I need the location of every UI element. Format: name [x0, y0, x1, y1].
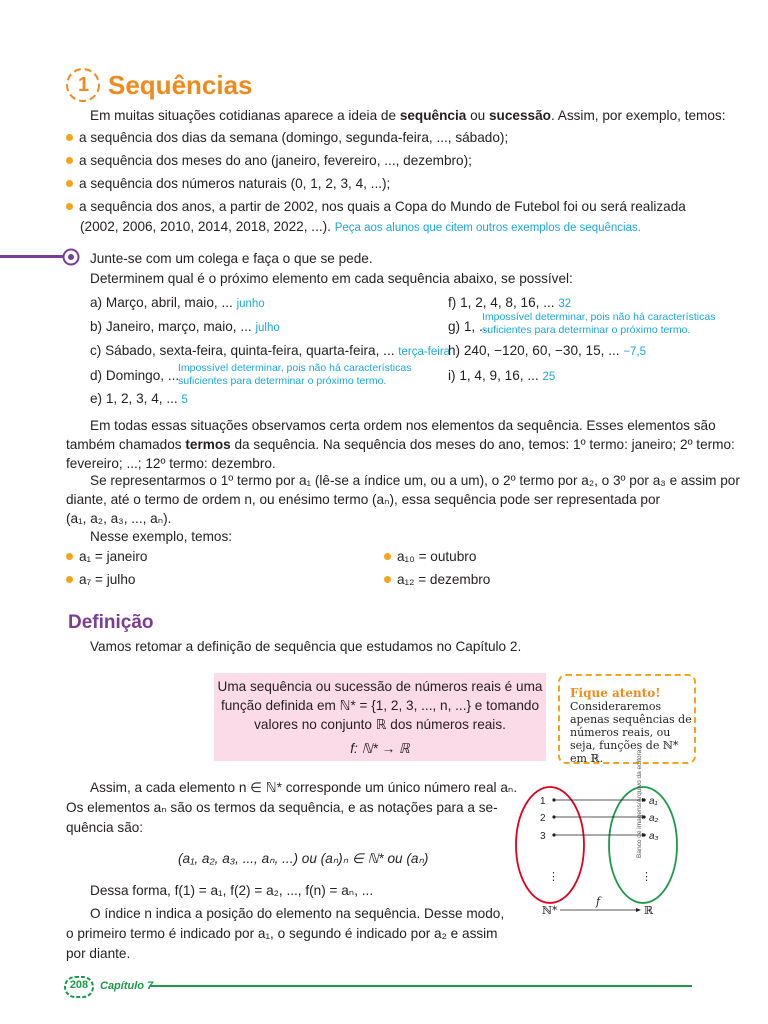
- attention-title: Fique atento!: [570, 686, 661, 700]
- example-item: a sequência dos números naturais (0, 1, 2, 3, 4, ...);: [66, 175, 390, 193]
- activity-item: f) 1, 2, 4, 8, 16, ... 32: [448, 295, 572, 310]
- activity-answer: Impossível determinar, pois não há características: [178, 362, 412, 374]
- paragraph: Dessa forma, f(1) = a₁, f(2) = a₂, ..., f(n) = aₙ, ...: [90, 883, 374, 898]
- definition-text: Uma sequência ou sucessão de números reais é uma: [217, 679, 543, 694]
- activity-answer: suficientes para determinar o próximo termo.: [482, 324, 691, 336]
- codomain-ellipse: [609, 787, 677, 903]
- paragraph: Vamos retomar a definição de sequência que estudamos no Capítulo 2.: [90, 639, 522, 654]
- domain-element: 3: [540, 831, 546, 842]
- codomain-element: a₁: [649, 796, 658, 807]
- paragraph: Nesse exemplo, temos:: [90, 529, 233, 544]
- function-label: f: [596, 895, 601, 908]
- definition-formula: f: ℕ* → ℝ: [350, 741, 410, 756]
- example-item: a sequência dos anos, a partir de 2002, nos quais a Copa do Mundo de Futebol foi ou será realizada: [66, 198, 686, 216]
- function-diagram: [508, 780, 688, 922]
- activity-instruction: Determinem qual é o próximo elemento em cada sequência abaixo, se possível:: [90, 271, 573, 286]
- paragraph: Assim, a cada elemento n ∈ ℕ* corresponde um único número real aₙ.: [90, 780, 518, 795]
- definition-box: [214, 673, 546, 761]
- image-credit: Banco de imagens/Arquivo da editora: [636, 749, 643, 858]
- definition-text: função definida em ℕ* = {1, 2, 3, ..., n, ...} e tomando: [220, 698, 540, 713]
- activity-item: e) 1, 2, 3, 4, ... 5: [90, 391, 188, 406]
- activity-item: d) Domingo, ...: [90, 368, 180, 383]
- paragraph: O índice n indica a posição do elemento na sequência. Desse modo,: [90, 906, 505, 921]
- paragraph: fevereiro; ...; 12º termo: dezembro.: [66, 456, 276, 471]
- example-item: a sequência dos meses do ano (janeiro, fevereiro, ..., dezembro);: [66, 152, 472, 170]
- activity-item: b) Janeiro, março, maio, ... julho: [90, 319, 280, 334]
- example-term: a₇ = julho: [66, 571, 135, 589]
- activity-item: a) Março, abril, maio, ... junho: [90, 295, 265, 310]
- example-term: a₁ = janeiro: [66, 548, 147, 566]
- domain-element: 2: [540, 813, 546, 824]
- domain-label: ℕ*: [542, 904, 558, 917]
- definition-heading: Definição: [68, 612, 154, 633]
- footer-line: [150, 985, 692, 987]
- activity-item: c) Sábado, sexta-feira, quinta-feira, quarta-feira, ... terça-feira: [90, 343, 451, 358]
- example-item-continuation: (2002, 2006, 2010, 2014, 2018, 2022, ...). Peça aos alunos que citem outros exemplos de sequências.: [80, 219, 641, 234]
- paragraph: Em todas essas situações observamos certa ordem nos elementos da sequência. Esses elementos são: [90, 418, 716, 433]
- paragraph: quência são:: [66, 820, 144, 835]
- paragraph: (a₁, a₂, a₃, ..., aₙ).: [66, 511, 172, 526]
- activity-answer: suficientes para determinar o próximo termo.: [178, 375, 387, 387]
- codomain-dots: ⋮: [641, 870, 652, 883]
- activity-instruction: Junte-se com um colega e faça o que se pede.: [90, 251, 373, 266]
- paragraph: também chamados termos da sequência. Na sequência dos meses do ano, temos: 1º termo: janeiro; 2º termo:: [66, 437, 735, 452]
- teacher-note: Peça aos alunos que citem outros exemplos de sequências.: [334, 222, 641, 234]
- section-title: Sequências: [108, 70, 253, 100]
- chapter-label: Capítulo 7: [100, 980, 154, 992]
- paragraph: Se representarmos o 1º termo por a₁ (lê-se a índice um, ou a um), o 2º termo por a₂, o 3º por a₃ e assim por: [90, 473, 740, 488]
- activity-answer: Impossível determinar, pois não há características: [482, 311, 716, 323]
- paragraph: Os elementos aₙ são os termos da sequência, e as notações para a se-: [66, 800, 498, 815]
- codomain-label: ℝ: [644, 904, 654, 917]
- intro-paragraph: Em muitas situações cotidianas aparece a ideia de sequência ou sucessão. Assim, por exemplo, temos:: [90, 108, 726, 123]
- definition-text: valores no conjunto ℝ dos números reais.: [254, 717, 506, 732]
- example-term: a₁₀ = outubro: [384, 548, 476, 566]
- domain-dots: ⋮: [548, 870, 559, 883]
- group-activity-icon: [62, 248, 80, 266]
- attention-text: Consideraremos apenas sequências de números reais, ou seja, funções de ℕ* em ℝ.: [570, 700, 692, 765]
- attention-box: [558, 674, 696, 764]
- paragraph: diante, até o termo de ordem n, ou enésimo termo (aₙ), essa sequência pode ser representada por: [66, 492, 661, 507]
- activity-item: h) 240, −120, 60, −30, 15, ... −7,5: [448, 343, 647, 358]
- activity-item: i) 1, 4, 9, 16, ... 25: [448, 368, 556, 383]
- domain-element: 1: [540, 796, 546, 807]
- domain-ellipse: [516, 787, 584, 903]
- page-number: 208: [69, 979, 89, 991]
- example-term: a₁₂ = dezembro: [384, 571, 490, 589]
- section-number: 1: [78, 74, 90, 96]
- activity-bar: [0, 255, 70, 258]
- example-item: a sequência dos dias da semana (domingo, segunda-feira, ..., sábado);: [66, 129, 508, 147]
- paragraph: o primeiro termo é indicado por a₁, o segundo é indicado por a₂ e assim: [66, 926, 498, 941]
- notation: (a₁, a₂, a₃, ..., aₙ, ...) ou (aₙ)ₙ ∈ ℕ* ou (aₙ): [178, 851, 429, 866]
- paragraph: por diante.: [66, 946, 131, 961]
- codomain-element: a₂: [649, 813, 659, 824]
- codomain-element: a₃: [649, 831, 659, 842]
- activity-item: g) 1, ...: [448, 319, 491, 334]
